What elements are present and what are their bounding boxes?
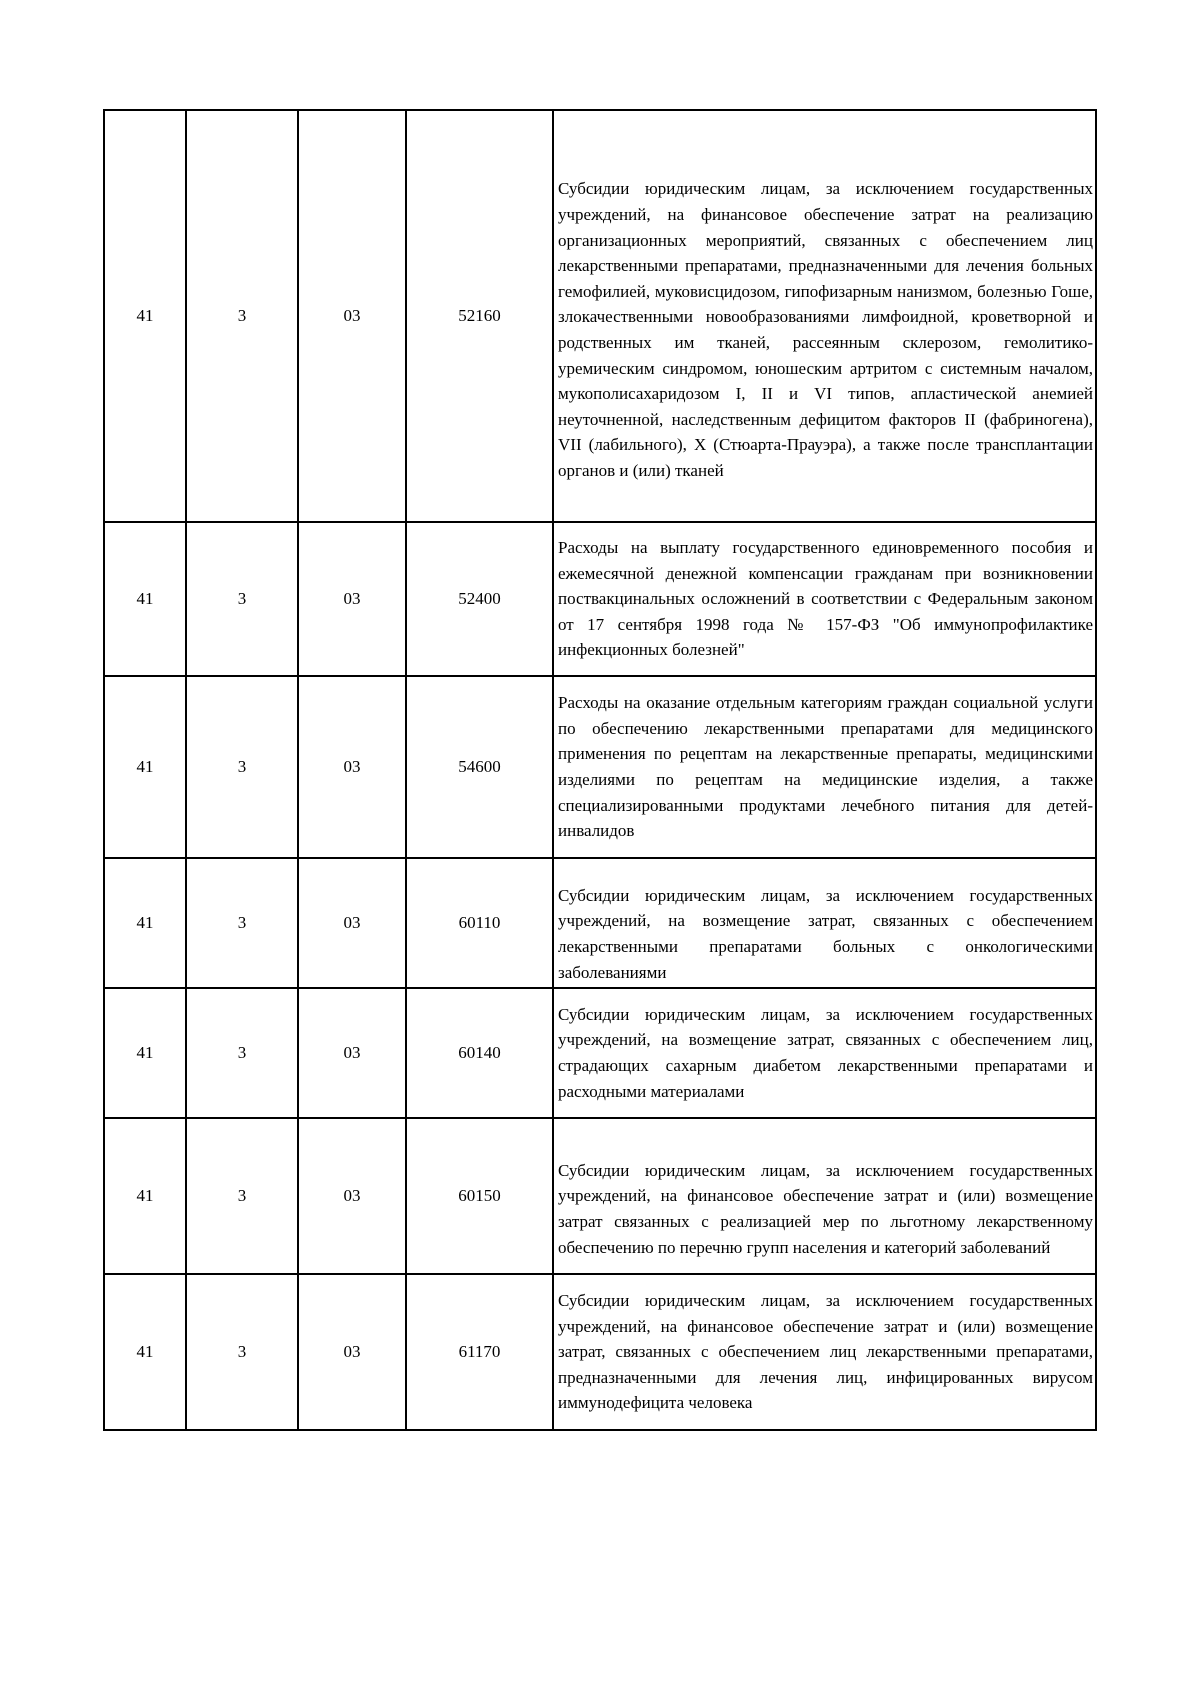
code-cell-1: 41 [104,1118,186,1274]
code-cell-3: 03 [298,522,406,676]
code-cell-2: 3 [186,676,298,858]
code-cell-1: 41 [104,988,186,1118]
code-cell-4: 60140 [406,988,553,1118]
budget-code-table [103,109,1097,1431]
table-row [104,988,1096,1118]
table-row [104,676,1096,858]
description-cell: Субсидии юридическим лицам, за исключением государственных учреждений, на возмещение затрат, связанных с обеспечением лиц, страдающих сахарным диабетом лекарственными препаратами и расходными материалами [553,988,1096,1118]
code-cell-2: 3 [186,522,298,676]
description-cell: Расходы на оказание отдельным категориям граждан социальной услуги по обеспечению лекарственными препаратами для медицинского применения по рецептам на лекарственные препараты, медицинскими изделиями по рецептам на медицинские изделия, а также специализированными продуктами лечебного питания для детей-инвалидов [553,676,1096,858]
code-cell-4: 60110 [406,858,553,988]
code-cell-2: 3 [186,1118,298,1274]
code-cell-3: 03 [298,988,406,1118]
description-cell: Субсидии юридическим лицам, за исключением государственных учреждений, на финансовое обеспечение затрат и (или) возмещение затрат, связанных с обеспечением лиц лекарственными препаратами, предназначенными для лечения лиц, инфицированных вирусом иммунодефицита человека [553,1274,1096,1430]
code-cell-4: 61170 [406,1274,553,1430]
table-row [104,110,1096,522]
description-cell: Субсидии юридическим лицам, за исключением государственных учреждений, на возмещение затрат, связанных с обеспечением лекарственными препаратами больных с онкологическими заболеваниями [553,858,1096,988]
code-cell-4: 54600 [406,676,553,858]
table-row [104,522,1096,676]
code-cell-4: 52160 [406,110,553,522]
code-cell-3: 03 [298,676,406,858]
table-row [104,1118,1096,1274]
code-cell-3: 03 [298,1274,406,1430]
code-cell-1: 41 [104,858,186,988]
description-cell: Субсидии юридическим лицам, за исключением государственных учреждений, на финансовое обеспечение затрат и (или) возмещение затрат связанных с реализацией мер по льготному лекарственному обеспечению по перечню групп населения и категорий заболеваний [553,1118,1096,1274]
code-cell-2: 3 [186,858,298,988]
code-cell-2: 3 [186,1274,298,1430]
code-cell-1: 41 [104,522,186,676]
code-cell-2: 3 [186,110,298,522]
description-cell: Расходы на выплату государственного единовременного пособия и ежемесячной денежной компенсации гражданам при возникновении поствакцинальных осложнений в соответствии с Федеральным законом от 17 сентября 1998 года № 157-ФЗ "Об иммунопрофилактике инфекционных болезней" [553,522,1096,676]
code-cell-3: 03 [298,1118,406,1274]
code-cell-3: 03 [298,858,406,988]
code-cell-4: 52400 [406,522,553,676]
code-cell-2: 3 [186,988,298,1118]
code-cell-1: 41 [104,110,186,522]
code-cell-1: 41 [104,1274,186,1430]
code-cell-3: 03 [298,110,406,522]
code-cell-4: 60150 [406,1118,553,1274]
table-row [104,1274,1096,1430]
description-cell: Субсидии юридическим лицам, за исключением государственных учреждений, на финансовое обеспечение затрат на реализацию организационных мероприятий, связанных с обеспечением лиц лекарственными препаратами, предназначенными для лечения больных гемофилией, муковисцидозом, гипофизарным нанизмом, болезнью Гоше, злокачественными новообразованиями лимфоидной, кроветворной и родственных им тканей, рассеянным склерозом, гемолитико-уремическим синдромом, юношеским артритом с системным началом, мукополисахаридозом I, II и VI типов, апластической анемией неуточненной, наследственным дефицитом факторов II (фабриногена), VII (лабильного), X (Стюарта-Прауэра), а также после трансплантации органов и (или) тканей [553,110,1096,522]
code-cell-1: 41 [104,676,186,858]
table-row [104,858,1096,988]
